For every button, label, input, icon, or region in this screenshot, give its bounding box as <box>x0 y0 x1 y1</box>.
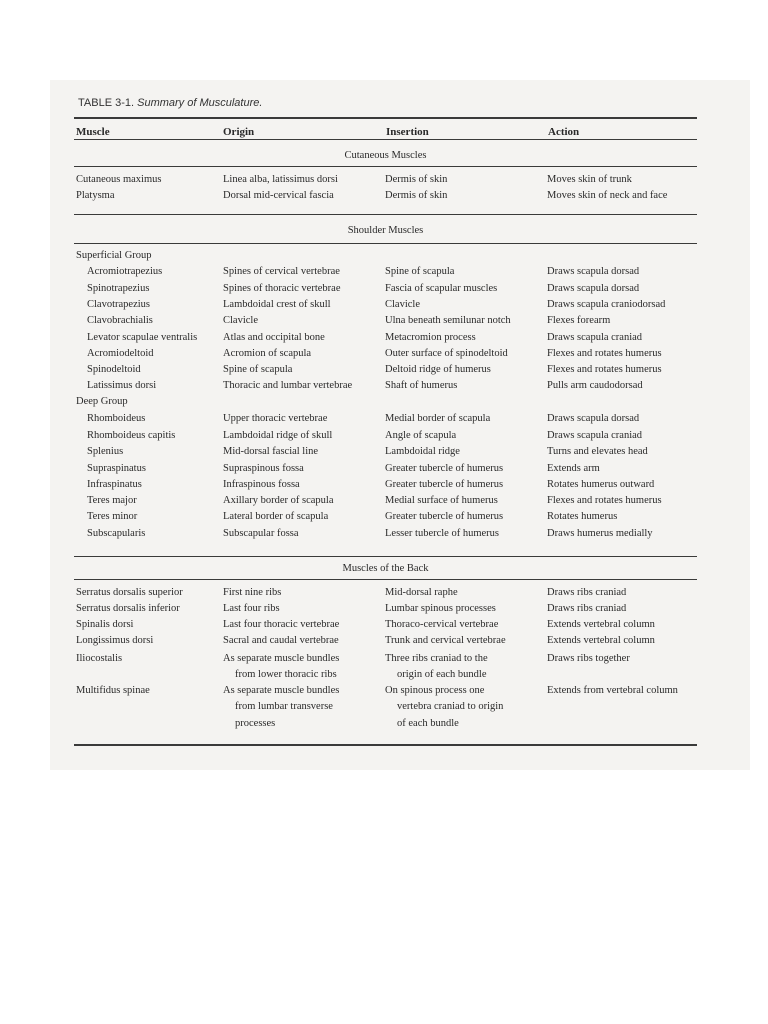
action-cell: Pulls arm caudodorsad <box>547 380 643 391</box>
section-rule <box>74 139 697 140</box>
origin-cell: Axillary border of scapula <box>223 495 334 506</box>
action-cell: Draws scapula craniodorsad <box>547 299 666 310</box>
action-cell: Extends from vertebral column <box>547 685 678 696</box>
origin-cell: First nine ribs <box>223 587 282 598</box>
action-cell: Flexes and rotates humerus <box>547 348 662 359</box>
insertion-cell: Trunk and cervical vertebrae <box>385 635 506 646</box>
muscle-name: Infraspinatus <box>87 479 142 490</box>
action-cell: Rotates humerus outward <box>547 479 655 490</box>
origin-cell-cont: from lumbar transverse <box>235 701 333 713</box>
muscle-name: Teres major <box>87 495 137 506</box>
section-title: Muscles of the Back <box>342 563 429 574</box>
insertion-cell-cont: vertebra craniad to origin <box>397 701 504 713</box>
action-cell: Draws ribs together <box>547 653 630 664</box>
action-cell: Extends vertebral column <box>547 635 655 646</box>
top-rule <box>74 117 697 119</box>
action-cell: Draws scapula craniad <box>547 430 643 441</box>
origin-cell: Lambdoidal ridge of skull <box>223 430 333 441</box>
section-rule <box>74 556 697 557</box>
muscle-name: Levator scapulae ventralis <box>87 332 198 343</box>
insertion-cell-cont: origin of each bundle <box>397 669 487 681</box>
insertion-cell: Spine of scapula <box>385 266 455 277</box>
action-cell: Flexes forearm <box>547 315 611 326</box>
muscle-name: Supraspinatus <box>87 463 146 474</box>
insertion-cell: Outer surface of spinodeltoid <box>385 348 508 359</box>
insertion-cell: On spinous process one <box>385 685 485 696</box>
insertion-cell: Ulna beneath semilunar notch <box>385 315 511 326</box>
action-cell: Extends arm <box>547 463 600 474</box>
table-number: TABLE 3-1. <box>78 97 135 109</box>
insertion-cell: Lambdoidal ridge <box>385 446 460 457</box>
muscle-name: Spinalis dorsi <box>76 619 134 630</box>
origin-cell: Thoracic and lumbar vertebrae <box>223 380 353 391</box>
origin-cell: Spine of scapula <box>223 364 293 375</box>
action-cell: Flexes and rotates humerus <box>547 495 662 506</box>
insertion-cell: Greater tubercle of humerus <box>385 479 504 490</box>
action-cell: Draws scapula dorsad <box>547 283 640 294</box>
table-title <box>78 97 262 109</box>
insertion-cell: Greater tubercle of humerus <box>385 511 504 522</box>
muscle-name: Latissimus dorsi <box>87 380 157 391</box>
insertion-cell: Clavicle <box>385 299 420 310</box>
insertion-cell: Mid-dorsal raphe <box>385 587 458 598</box>
origin-cell-cont: processes <box>235 717 276 729</box>
muscle-name: Spinodeltoid <box>87 364 141 375</box>
muscle-name: Teres minor <box>87 511 138 522</box>
muscle-name: Clavotrapezius <box>87 299 150 310</box>
muscle-name: Serratus dorsalis inferior <box>76 603 180 614</box>
muscle-name: Clavobrachialis <box>87 315 153 326</box>
insertion-cell: Dermis of skin <box>385 190 448 202</box>
muscle-name: Cutaneous maximus <box>76 174 162 185</box>
insertion-cell: Shaft of humerus <box>385 380 458 391</box>
origin-cell: Linea alba, latissimus dorsi <box>223 174 338 185</box>
muscle-name: Acromiotrapezius <box>87 266 163 277</box>
muscle-name: Rhomboideus capitis <box>87 430 176 441</box>
insertion-cell: Angle of scapula <box>385 430 457 441</box>
insertion-cell: Medial border of scapula <box>385 413 491 424</box>
muscle-name: Longissimus dorsi <box>76 635 154 646</box>
origin-cell: Infraspinous fossa <box>223 479 300 490</box>
table-caption: Summary of Musculature. <box>137 97 263 109</box>
action-cell: Turns and elevates head <box>547 446 648 457</box>
section-title-rule <box>74 166 697 167</box>
origin-cell: As separate muscle bundles <box>223 653 340 664</box>
insertion-cell: Three ribs craniad to the <box>385 653 488 664</box>
origin-cell: Last four ribs <box>223 603 280 614</box>
origin-cell: As separate muscle bundles <box>223 685 340 696</box>
action-cell: Rotates humerus <box>547 511 618 522</box>
muscle-name: Spinotrapezius <box>87 283 150 294</box>
origin-cell: Upper thoracic vertebrae <box>223 413 328 424</box>
muscle-name: Serratus dorsalis superior <box>76 587 183 598</box>
insertion-cell: Deltoid ridge of humerus <box>385 364 491 375</box>
action-cell: Draws humerus medially <box>547 528 653 539</box>
action-cell: Extends vertebral column <box>547 619 655 630</box>
section-title: Cutaneous Muscles <box>344 150 427 161</box>
insertion-cell: Lesser tubercle of humerus <box>385 528 499 539</box>
origin-cell: Sacral and caudal vertebrae <box>223 635 339 646</box>
action-cell: Flexes and rotates humerus <box>547 364 662 375</box>
action-cell: Draws scapula craniad <box>547 332 643 343</box>
insertion-cell-cont: of each bundle <box>397 717 459 729</box>
action-cell: Moves skin of neck and face <box>547 190 668 202</box>
insertion-cell: Metacromion process <box>385 332 476 343</box>
header-origin: Origin <box>223 126 255 138</box>
origin-cell: Dorsal mid-cervical fascia <box>223 190 334 202</box>
origin-cell: Spines of cervical vertebrae <box>223 266 340 277</box>
origin-cell: Lateral border of scapula <box>223 511 329 522</box>
section-title-rule <box>74 243 697 244</box>
insertion-cell: Lumbar spinous processes <box>385 603 496 614</box>
muscle-name: Multifidus spinae <box>76 685 150 696</box>
insertion-cell: Medial surface of humerus <box>385 495 498 506</box>
muscle-name: Splenius <box>87 446 124 457</box>
insertion-cell: Dermis of skin <box>385 174 448 185</box>
muscle-name: Rhomboideus <box>87 413 146 424</box>
origin-cell: Acromion of scapula <box>223 348 312 359</box>
origin-cell: Supraspinous fossa <box>223 463 304 474</box>
origin-cell-cont: from lower thoracic ribs <box>235 669 337 681</box>
muscle-name: Platysma <box>76 190 115 202</box>
insertion-cell: Thoraco-cervical vertebrae <box>385 619 499 630</box>
header-insertion: Insertion <box>386 126 429 138</box>
action-cell: Draws ribs craniad <box>547 587 627 598</box>
origin-cell: Subscapular fossa <box>223 528 299 539</box>
action-cell: Draws scapula dorsad <box>547 266 640 277</box>
action-cell: Draws ribs craniad <box>547 603 627 614</box>
origin-cell: Last four thoracic vertebrae <box>223 619 340 630</box>
insertion-cell: Greater tubercle of humerus <box>385 463 504 474</box>
muscle-name: Subscapularis <box>87 528 146 539</box>
header-muscle: Muscle <box>76 126 110 138</box>
insertion-cell: Fascia of scapular muscles <box>385 283 498 294</box>
origin-cell: Spines of thoracic vertebrae <box>223 283 341 294</box>
muscle-name: Iliocostalis <box>76 653 123 664</box>
section-title-rule <box>74 579 697 580</box>
origin-cell: Mid-dorsal fascial line <box>223 446 319 457</box>
origin-cell: Lambdoidal crest of skull <box>223 299 331 310</box>
group-label: Superficial Group <box>76 250 152 261</box>
action-cell: Moves skin of trunk <box>547 174 632 185</box>
header-action: Action <box>548 126 580 138</box>
group-label: Deep Group <box>76 396 128 407</box>
bottom-rule <box>74 744 697 746</box>
action-cell: Draws scapula dorsad <box>547 413 640 424</box>
origin-cell: Atlas and occipital bone <box>223 332 325 343</box>
muscle-name: Acromiodeltoid <box>87 348 154 359</box>
origin-cell: Clavicle <box>223 315 258 326</box>
section-rule <box>74 214 697 215</box>
section-title: Shoulder Muscles <box>347 225 424 236</box>
